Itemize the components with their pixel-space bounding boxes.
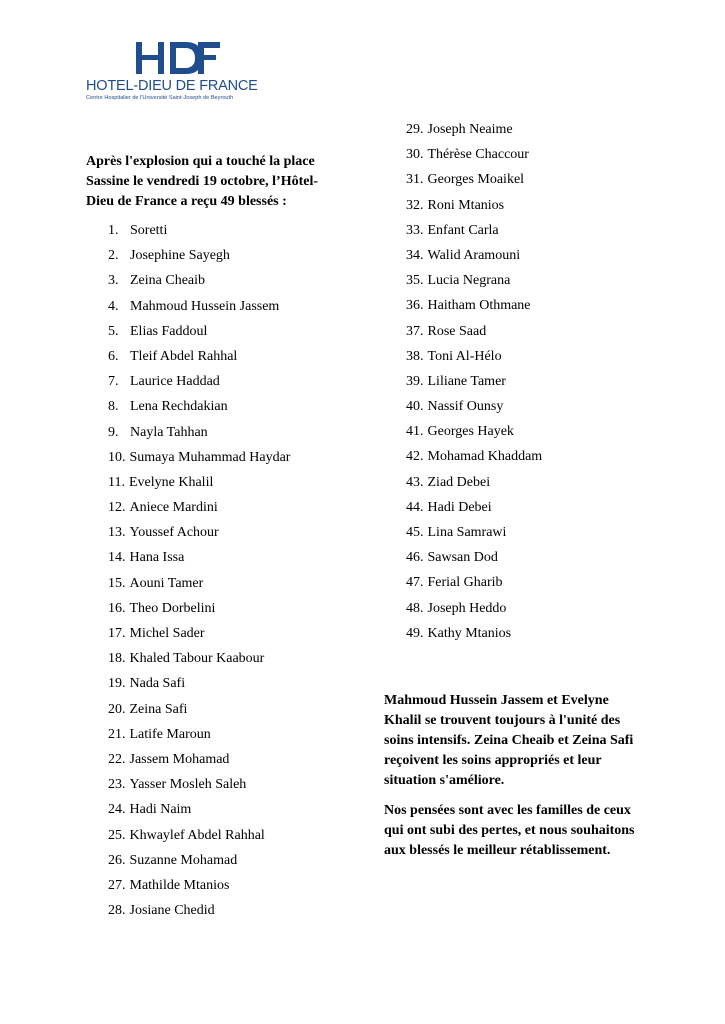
injured-list-item <box>406 271 542 296</box>
list-item-number: 27. <box>108 877 126 893</box>
list-item-number: 26. <box>108 852 126 868</box>
list-item-number: 37. <box>406 323 424 339</box>
list-item-name: Tleif Abdel Rahhal <box>130 348 238 364</box>
list-item-name: Nada Safi <box>129 676 186 692</box>
list-item-number: 45. <box>406 525 424 540</box>
injured-list-item <box>108 624 290 649</box>
list-item-number: 20. <box>108 701 126 717</box>
list-item-name: Lina Samrawi <box>427 525 507 540</box>
list-item-number: 24. <box>108 802 126 818</box>
list-item-number: 14. <box>108 550 126 566</box>
list-item-name: Walid Aramouni <box>427 247 521 263</box>
list-item-number: 3. <box>108 273 119 289</box>
list-item-name: Georges Hayek <box>427 424 514 440</box>
list-item-number: 31. <box>406 172 424 188</box>
list-item-number: 33. <box>406 222 424 238</box>
injured-list-item <box>108 700 290 725</box>
injured-list-item <box>108 271 290 296</box>
list-item-number: 4. <box>108 298 119 314</box>
list-item-name: Suzanne Mohamad <box>129 852 238 868</box>
injured-list-item <box>108 674 290 699</box>
injured-list-item <box>108 548 290 573</box>
hdf-logo-icon <box>86 40 268 78</box>
injured-list-item <box>406 548 542 573</box>
list-item-name: Liliane Tamer <box>427 373 506 389</box>
list-item-number: 16. <box>108 600 126 616</box>
list-item-number: 12. <box>108 500 126 516</box>
injured-list-item <box>108 649 290 674</box>
injured-list-item <box>108 826 290 851</box>
injured-list-item <box>108 901 290 926</box>
list-item-name: Yasser Mosleh Saleh <box>129 777 247 793</box>
list-item-number: 49. <box>406 625 424 641</box>
list-item-number: 5. <box>108 323 119 339</box>
injured-list-item <box>108 775 290 800</box>
list-item-name: Jassem Mohamad <box>129 751 230 767</box>
injured-list-item <box>406 372 542 397</box>
injured-list-column-1 <box>108 221 290 926</box>
injured-list-item <box>406 296 542 321</box>
list-item-number: 35. <box>406 273 424 289</box>
injured-list-item <box>406 347 542 372</box>
list-item-name: Sawsan Dod <box>427 550 498 566</box>
list-item-number: 6. <box>108 348 119 364</box>
injured-list-column-2 <box>406 120 542 649</box>
list-item-name: Ferial Gharib <box>427 575 503 591</box>
list-item-name: Lucia Negrana <box>427 273 511 289</box>
list-item-number: 13. <box>108 525 126 541</box>
injured-list-item <box>108 372 290 397</box>
injured-list-item <box>108 397 290 422</box>
list-item-name: Haitham Othmane <box>427 298 531 314</box>
list-item-number: 25. <box>108 827 126 843</box>
injured-list-item <box>406 447 542 472</box>
list-item-number: 11. <box>108 474 125 490</box>
status-note: Mahmoud Hussein Jassem et Evelyne Khalil se trouvent toujours à l'unité des soins intensifs. Zeina Cheaib et Zeina Safi reçoivent les soins appropriés et leur situation s'améliore. <box>384 693 634 788</box>
list-item-number: 43. <box>406 474 424 490</box>
list-item-number: 47. <box>406 575 424 591</box>
list-item-number: 36. <box>406 298 424 314</box>
list-item-number: 40. <box>406 399 424 415</box>
list-item-name: Michel Sader <box>129 626 205 641</box>
list-item-number: 29. <box>406 122 424 137</box>
list-item-name: Toni Al-Hélo <box>427 348 502 364</box>
injured-list-item <box>108 599 290 624</box>
list-item-name: Kathy Mtanios <box>427 625 512 641</box>
injured-list-item <box>108 574 290 599</box>
list-item-name: Thérèse Chaccour <box>427 147 529 163</box>
list-item-number: 1. <box>108 223 119 238</box>
list-item-name: Lena Rechdakian <box>130 399 228 415</box>
list-item-number: 32. <box>406 197 424 213</box>
injured-list-item <box>406 523 542 548</box>
injured-list-item <box>108 448 290 473</box>
list-item-name: Josephine Sayegh <box>130 248 230 264</box>
injured-list-item <box>108 523 290 548</box>
list-item-name: Georges Moaikel <box>427 172 525 188</box>
list-item-number: 46. <box>406 550 424 566</box>
list-item-name: Sumaya Muhammad Haydar <box>129 449 291 465</box>
injured-list-item <box>406 170 542 195</box>
injured-list-item <box>406 397 542 422</box>
list-item-number: 18. <box>108 651 126 667</box>
list-item-number: 44. <box>406 499 424 515</box>
list-item-number: 21. <box>108 726 126 742</box>
list-item-number: 23. <box>108 777 126 793</box>
list-item-name: Latife Maroun <box>129 726 211 742</box>
hospital-logo <box>86 40 268 106</box>
logo-title: HOTEL-DIEU DE FRANCE <box>86 78 258 94</box>
list-item-name: Roni Mtanios <box>427 197 505 213</box>
list-item-number: 19. <box>108 676 126 692</box>
injured-list-item <box>108 498 290 523</box>
list-item-name: Rose Saad <box>427 323 487 339</box>
list-item-number: 22. <box>108 751 126 767</box>
list-item-number: 17. <box>108 626 126 641</box>
list-item-name: Mohamad Khaddam <box>427 449 543 465</box>
list-item-number: 28. <box>108 903 126 919</box>
condolence-note: Nos pensées sont avec les familles de ceux qui ont subi des pertes, et nous souhaitons aux blessés le meilleur rétablissement. <box>384 803 635 858</box>
injured-list-item <box>108 800 290 825</box>
list-item-name: Aouni Tamer <box>129 575 204 591</box>
list-item-name: Nassif Ounsy <box>427 399 504 415</box>
list-item-number: 2. <box>108 248 119 264</box>
list-item-name: Hana Issa <box>129 550 185 566</box>
list-item-name: Mahmoud Hussein Jassem <box>130 298 280 314</box>
list-item-name: Khwaylef Abdel Rahhal <box>129 827 265 843</box>
list-item-name: Soretti <box>130 223 168 238</box>
list-item-number: 48. <box>406 600 424 616</box>
list-item-name: Joseph Neaime <box>427 122 513 137</box>
injured-list-item <box>108 221 290 246</box>
injured-list-item <box>406 246 542 271</box>
list-item-name: Zeina Safi <box>129 701 188 717</box>
list-item-number: 15. <box>108 575 126 591</box>
injured-list-item <box>108 297 290 322</box>
list-item-number: 30. <box>406 147 424 163</box>
injured-list-item <box>406 221 542 246</box>
list-item-name: Josiane Chedid <box>129 903 215 919</box>
injured-list-item <box>108 876 290 901</box>
injured-list-item <box>406 573 542 598</box>
list-item-number: 39. <box>406 373 424 389</box>
list-item-number: 41. <box>406 424 424 440</box>
list-item-number: 7. <box>108 374 119 390</box>
list-item-name: Hadi Debei <box>427 499 492 515</box>
list-item-number: 34. <box>406 247 424 263</box>
list-item-name: Youssef Achour <box>129 525 219 541</box>
list-item-name: Khaled Tabour Kaabour <box>129 651 265 667</box>
list-item-number: 38. <box>406 348 424 364</box>
list-item-number: 42. <box>406 449 424 465</box>
intro-paragraph: Après l'explosion qui a touché la place Sassine le vendredi 19 octobre, l’Hôtel-Dieu de France a reçu 49 blessés : <box>86 154 319 209</box>
list-item-name: Hadi Naim <box>129 802 192 818</box>
injured-list-item <box>108 725 290 750</box>
injured-list-item <box>406 145 542 170</box>
injured-list-item <box>108 347 290 372</box>
injured-list-item <box>108 423 290 448</box>
list-item-number: 8. <box>108 399 119 415</box>
logo-subtitle: Centre Hospitalier de l'Université Saint-Joseph de Beyrouth <box>86 95 234 101</box>
injured-list-item <box>406 624 542 649</box>
list-item-name: Aniece Mardini <box>129 500 218 516</box>
injured-list-item <box>108 246 290 271</box>
injured-list-item <box>406 120 542 145</box>
list-item-name: Elias Faddoul <box>130 323 208 339</box>
injured-list-item <box>108 322 290 347</box>
injured-list-item <box>406 498 542 523</box>
injured-list-item <box>108 750 290 775</box>
list-item-name: Zeina Cheaib <box>130 273 206 289</box>
injured-list-item <box>406 422 542 447</box>
list-item-name: Theo Dorbelini <box>129 600 216 616</box>
list-item-name: Mathilde Mtanios <box>129 877 230 893</box>
list-item-name: Ziad Debei <box>427 474 491 490</box>
list-item-number: 9. <box>108 424 119 440</box>
injured-list-item <box>406 599 542 624</box>
injured-list-item <box>406 322 542 347</box>
list-item-number: 10. <box>108 449 126 465</box>
list-item-name: Evelyne Khalil <box>128 474 214 490</box>
injured-list-item <box>406 196 542 221</box>
list-item-name: Laurice Haddad <box>130 374 220 390</box>
injured-list-item <box>406 473 542 498</box>
list-item-name: Nayla Tahhan <box>130 424 208 440</box>
list-item-name: Enfant Carla <box>427 222 499 238</box>
injured-list-item <box>108 851 290 876</box>
list-item-name: Joseph Heddo <box>427 600 507 616</box>
injured-list-item <box>108 473 290 498</box>
